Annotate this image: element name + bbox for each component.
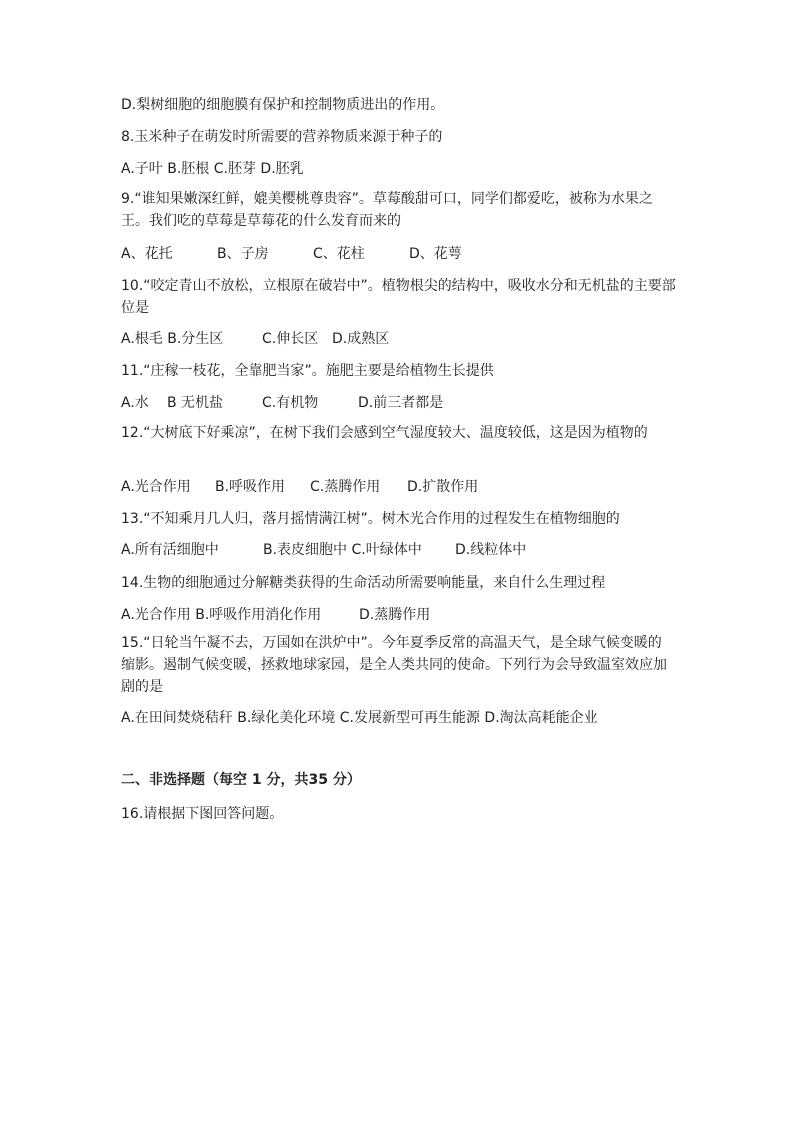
q10-option-d: D.成熟区 [332,331,390,347]
q15-stem: 15.“日轮当午凝不去，万国如在洪炉中”。今年夏季反常的高温天气，是全球气候变暖的缩影。遏制气候变暖，拯救地球家园，是全人类共同的使命。下列行为会导致温室效应加剧的是 [121,635,667,695]
q11-stem: 11.“庄稼一枝花，全靠肥当家”。施肥主要是给植物生长提供 [121,363,494,379]
q10-option-ab: A.根毛 B.分生区 [121,331,224,347]
q14-options [121,604,681,626]
q10-options [121,328,681,350]
q14-option-d: D.蒸腾作用 [359,607,431,623]
q12-stem: 12.“大树底下好乘凉”，在树下我们会感到空气湿度较大、温度较低，这是因为植物的 [121,425,648,441]
q9-stem: 9.“谁知果嫩深红鲜，媲美樱桃尊贵容”。草莓酸甜可口，同学们都爱吃，被称为水果之王。我们吃的草莓是草莓花的什么发育而来的 [121,191,653,229]
section-heading: 二、非选择题（每空 1 分，共35 分） [121,772,361,788]
q14-option-abc: A.光合作用 B.呼吸作用消化作用 [121,607,322,623]
q9-option-c: C、花柱 [313,246,365,262]
q13-option-d: D.线粒体中 [455,542,527,558]
q11-option-a: A.水 [121,395,149,411]
q13-stem: 13.“不知乘月几人归，落月摇情满江树”。树木光合作用的过程发生在植物细胞的 [121,511,620,527]
q16-stem: 16.请根据下图回答问题。 [121,806,284,822]
q8-options: A.子叶 B.胚根 C.胚芽 D.胚乳 [121,161,304,177]
q9-option-a: A、花托 [121,246,173,262]
q11-option-b: B 无机盐 [167,395,224,411]
q7-option-d: D.梨树细胞的细胞膜有保护和控制物质进出的作用。 [121,97,445,113]
q13-options [121,539,681,561]
q11-options [121,392,681,414]
q12-options [121,476,681,498]
q9-option-d: D、花萼 [409,246,462,262]
q12-option-b: B.呼吸作用 [215,479,286,495]
q14-stem: 14.生物的细胞通过分解糖类获得的生命活动所需要响能量，来自什么生理过程 [121,575,606,591]
q12-option-c: C.蒸腾作用 [310,479,381,495]
q12-option-a: A.光合作用 [121,479,191,495]
q10-stem: 10.“咬定青山不放松，立根原在破岩中”。植物根尖的结构中，吸收水分和无机盐的主要部位是 [121,278,676,316]
q10-option-c: C.伸长区 [262,331,319,347]
q13-option-bc: B.表皮细胞中 C.叶绿体中 [263,542,422,558]
q12-option-d: D.扩散作用 [407,479,479,495]
q15-options: A.在田间焚烧秸秆 B.绿化美化环境 C.发展新型可再生能源 D.淘汰高耗能企业 [121,710,598,726]
q13-option-a: A.所有活细胞中 [121,542,219,558]
q8-stem: 8.玉米种子在萌发时所需要的营养物质来源于种子的 [121,129,443,145]
q9-option-b: B、子房 [217,246,269,262]
q9-options [121,243,681,265]
q11-option-d: D.前三者都是 [358,395,444,411]
q11-option-c: C.有机物 [262,395,319,411]
